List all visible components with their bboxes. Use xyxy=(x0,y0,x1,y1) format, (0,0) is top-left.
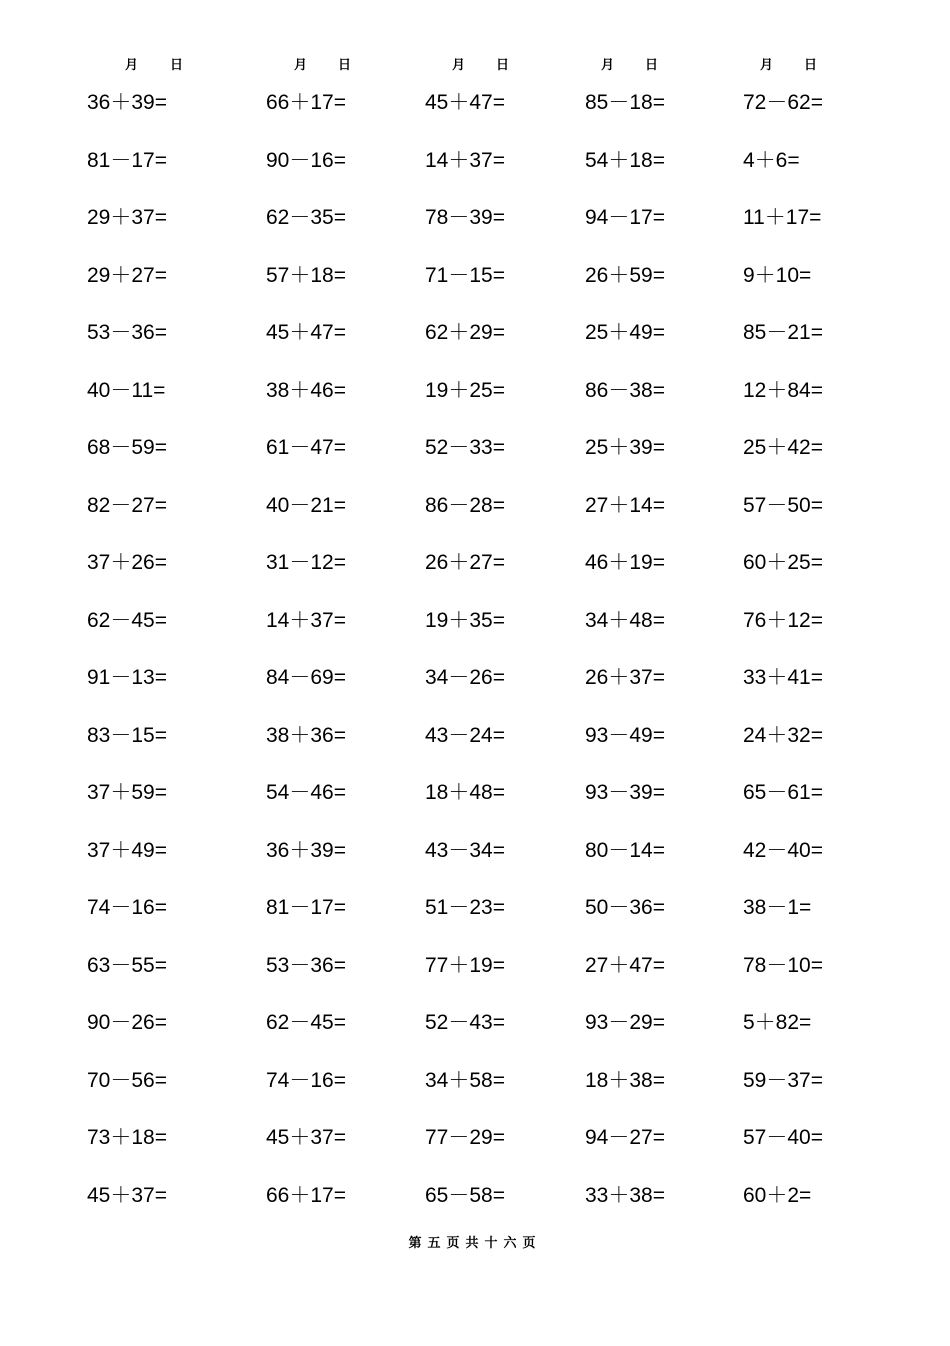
math-problem: 65－61= xyxy=(743,781,823,804)
math-problem: 73＋18= xyxy=(87,1126,167,1149)
math-problem: 66＋17= xyxy=(266,1183,346,1207)
math-problem: 11＋17= xyxy=(743,206,822,229)
math-problem: 42－40= xyxy=(743,838,823,862)
month-label: 月 xyxy=(760,58,774,73)
math-problem: 62－35= xyxy=(266,206,346,229)
math-problem: 37＋49= xyxy=(87,838,167,862)
month-label: 月 xyxy=(125,58,139,73)
math-problem: 25＋49= xyxy=(585,321,665,344)
math-problem: 62－45= xyxy=(266,1011,346,1034)
math-problem: 90－26= xyxy=(87,1011,167,1034)
math-problem: 57－40= xyxy=(743,1126,823,1149)
math-problem: 54＋18= xyxy=(585,148,665,172)
math-problem: 85－21= xyxy=(743,321,823,344)
math-problem: 81－17= xyxy=(87,148,167,172)
math-problem: 57＋18= xyxy=(266,263,346,287)
math-problem: 94－17= xyxy=(585,206,665,229)
problem-list xyxy=(266,84,346,1234)
math-problem: 26＋59= xyxy=(585,263,665,287)
math-problem: 34－26= xyxy=(425,666,505,689)
math-problem: 40－21= xyxy=(266,493,346,517)
math-problem: 36＋39= xyxy=(266,838,346,862)
math-problem: 12＋84= xyxy=(743,378,823,402)
math-problem: 91－13= xyxy=(87,666,167,689)
problem-list xyxy=(425,84,505,1234)
date-header xyxy=(425,56,595,76)
math-problem: 76＋12= xyxy=(743,608,823,632)
math-problem: 68－59= xyxy=(87,436,167,459)
math-problem: 62－45= xyxy=(87,608,167,632)
math-problem: 18＋38= xyxy=(585,1068,665,1092)
math-problem: 27＋47= xyxy=(585,953,665,977)
math-problem: 54－46= xyxy=(266,781,346,804)
math-problem: 93－39= xyxy=(585,781,665,804)
math-problem: 94－27= xyxy=(585,1126,665,1149)
math-problem: 82－27= xyxy=(87,493,167,517)
math-problem: 9＋10= xyxy=(743,263,812,287)
math-problem: 34＋48= xyxy=(585,608,665,632)
math-problem: 33＋38= xyxy=(585,1183,665,1207)
math-problem: 50－36= xyxy=(585,896,665,919)
math-problem: 14＋37= xyxy=(425,148,505,172)
month-label: 月 xyxy=(294,58,308,73)
problem-list xyxy=(585,84,665,1234)
math-problem: 27＋14= xyxy=(585,493,665,517)
date-header xyxy=(266,56,436,76)
math-problem: 53－36= xyxy=(266,953,346,977)
math-problem: 74－16= xyxy=(266,1068,346,1092)
math-problem: 29＋27= xyxy=(87,263,167,287)
math-problem: 40－11= xyxy=(87,378,166,402)
math-problem: 18＋48= xyxy=(425,781,505,804)
math-problem: 36＋39= xyxy=(87,91,167,114)
math-problem: 45＋37= xyxy=(266,1126,346,1149)
math-problem: 38＋36= xyxy=(266,723,346,747)
math-problem: 86－38= xyxy=(585,378,665,402)
math-problem: 24＋32= xyxy=(743,723,823,747)
math-problem: 38－1= xyxy=(743,896,812,919)
math-problem: 85－18= xyxy=(585,91,665,114)
math-problem: 78－10= xyxy=(743,953,823,977)
math-problem: 70－56= xyxy=(87,1068,167,1092)
math-problem: 90－16= xyxy=(266,148,346,172)
problem-list xyxy=(743,84,823,1234)
math-problem: 72－62= xyxy=(743,91,823,114)
math-problem: 45＋47= xyxy=(425,91,505,114)
math-problem: 86－28= xyxy=(425,493,505,517)
math-problem: 77＋19= xyxy=(425,953,505,977)
math-problem: 25＋42= xyxy=(743,436,823,459)
math-problem: 61－47= xyxy=(266,436,346,459)
math-problem: 45＋37= xyxy=(87,1183,167,1207)
day-label: 日 xyxy=(170,58,184,73)
math-problem: 19＋35= xyxy=(425,608,505,632)
math-problem: 5＋82= xyxy=(743,1011,812,1034)
math-problem: 45＋47= xyxy=(266,321,346,344)
math-problem: 43－34= xyxy=(425,838,505,862)
math-problem: 57－50= xyxy=(743,493,823,517)
date-header xyxy=(87,56,257,76)
math-problem: 26＋37= xyxy=(585,666,665,689)
math-problem: 29＋37= xyxy=(87,206,167,229)
month-label: 月 xyxy=(452,58,466,73)
math-problem: 25＋39= xyxy=(585,436,665,459)
math-problem: 31－12= xyxy=(266,551,346,574)
math-problem: 59－37= xyxy=(743,1068,823,1092)
page-footer: 第五页共十六页 xyxy=(408,1236,542,1251)
math-problem: 33＋41= xyxy=(743,666,823,689)
math-problem: 62＋29= xyxy=(425,321,505,344)
math-problem: 65－58= xyxy=(425,1183,505,1207)
math-problem: 74－16= xyxy=(87,896,167,919)
math-problem: 52－43= xyxy=(425,1011,505,1034)
problem-list xyxy=(87,84,167,1234)
day-label: 日 xyxy=(496,58,510,73)
math-problem: 93－29= xyxy=(585,1011,665,1034)
math-problem: 14＋37= xyxy=(266,608,346,632)
date-header xyxy=(743,56,913,76)
date-header xyxy=(585,56,755,76)
math-problem: 53－36= xyxy=(87,321,167,344)
math-problem: 81－17= xyxy=(266,896,346,919)
math-problem: 77－29= xyxy=(425,1126,505,1149)
math-problem: 46＋19= xyxy=(585,551,665,574)
math-problem: 63－55= xyxy=(87,953,167,977)
math-problem: 4＋6= xyxy=(743,148,800,172)
math-problem: 83－15= xyxy=(87,723,167,747)
math-problem: 60＋2= xyxy=(743,1183,812,1207)
math-problem: 84－69= xyxy=(266,666,346,689)
day-label: 日 xyxy=(804,58,818,73)
math-problem: 78－39= xyxy=(425,206,505,229)
month-label: 月 xyxy=(601,58,615,73)
math-problem: 38＋46= xyxy=(266,378,346,402)
math-problem: 52－33= xyxy=(425,436,505,459)
math-problem: 60＋25= xyxy=(743,551,823,574)
math-problem: 19＋25= xyxy=(425,378,505,402)
math-problem: 37＋26= xyxy=(87,551,167,574)
math-problem: 51－23= xyxy=(425,896,505,919)
math-problem: 26＋27= xyxy=(425,551,505,574)
math-problem: 71－15= xyxy=(425,263,505,287)
day-label: 日 xyxy=(338,58,352,73)
day-label: 日 xyxy=(645,58,659,73)
math-problem: 66＋17= xyxy=(266,91,346,114)
math-problem: 37＋59= xyxy=(87,781,167,804)
math-problem: 80－14= xyxy=(585,838,665,862)
math-problem: 93－49= xyxy=(585,723,665,747)
math-problem: 43－24= xyxy=(425,723,505,747)
math-problem: 34＋58= xyxy=(425,1068,505,1092)
